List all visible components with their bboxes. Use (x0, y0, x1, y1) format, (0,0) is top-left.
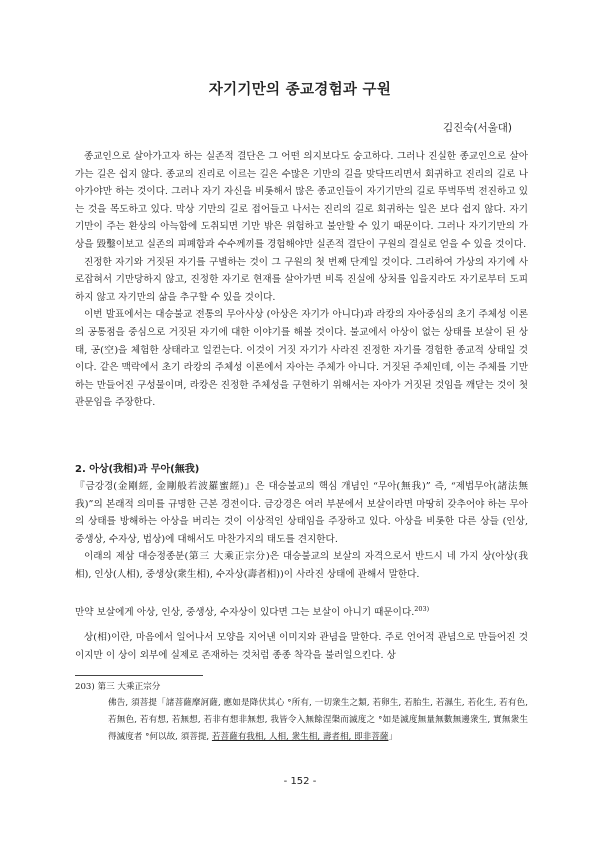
paragraph-2: 진정한 자기와 거짓된 자기를 구별하는 것이 그 구원의 첫 번째 단계일 것이다. 그리하여 가상의 자기에 사로잡혀서 기만당하지 않고, 진정한 자기로 현재를 살아가면 비록 진실에 상처를 입을지라도 자기로부터 도피하지 않고 자기만의 삶을 추구할 수 있을 것이다. (75, 256, 528, 303)
paragraph-5: 이래의 제삼 대승정종분(第三 大乘正宗分)은 대승불교의 보살의 자격으로서 반드시 네 가지 상(아상(我相), 인상(人相), 중생상(衆生相), 수자상(壽者相))이 사라진 상태에 관해서 말한다. (75, 551, 528, 580)
intro-section (75, 148, 528, 412)
block-quote (75, 601, 528, 621)
paper-title: 자기기만의 종교경험과 구원 (208, 82, 392, 98)
footnote-end-text: 」 (388, 732, 398, 742)
paragraph-3: 이번 발표에서는 대승불교 전통의 무아사상 (아상은 자기가 아니다)과 라캉의 자아중심의 초기 주체성 이론의 공통점을 중심으로 거짓된 자기에 대한 이야기를 해볼 것이다. 불교에서 아상이 없는 상태를 보살이 된 상태, 공(空)을 체험한 상태라고 일컫는다. 이것이 거짓 자기가 사라진 진정한 자기를 경험한 종교적 상태일 것이다. 같은 맥락에서 초기 라캉의 주체성 이론에서 자아는 주체가 아니다. 거짓된 주체인데, 이는 주체를 기만하는 만들어진 구성물이며, 라캉은 진정한 주체성을 구현하기 위해서는 자아가 거짓된 것임을 깨닫는 것이 첫 관문임을 주장한다. (75, 309, 528, 409)
page-number: - 152 - (283, 776, 317, 787)
footnote-label: 203) 第三 大乘正宗分 (75, 682, 161, 692)
author-name: 김진숙(서울대) (442, 122, 512, 134)
footnote-text (108, 695, 528, 746)
footnote-divider (75, 675, 203, 676)
footnote-ref[interactable]: 203) (414, 605, 430, 613)
paragraph-4: 『금강경(金剛經, 金剛般若波羅蜜經)』은 대승불교의 핵심 개념인 “무아(無我)” 즉, “제법무아(諸法無我)”의 본래적 의미를 규명한 근본 경전이다. 금강경은 여러 부분에서 보살이라면 마땅히 갖추어야 하는 무아의 상태를 방해하는 아상을 버리는 것이 이상적인 상태임을 주장하고 있다. 아상을 비롯한 다른 상들 (인상, 중생상, 수자상, 법상)에 대해서도 마찬가지의 태도를 견지한다. (75, 481, 528, 545)
footnote-underlined-text: 若菩薩有我相, 人相, 衆生相, 壽者相, 即非菩薩 (211, 732, 389, 742)
paragraph-6: 상(相)이란, 마음에서 일어나서 모양을 지어낸 이미지와 관념을 말한다. 주로 언어적 관념으로 만들어진 것이지만 이 상이 외부에 실제로 존재하는 것처럼 종종 착각을 불러일으킨다. 상 (75, 632, 528, 661)
quote-text: 만약 보살에게 아상, 인상, 중생상, 수자상이 있다면 그는 보살이 아니기 때문이다. (75, 607, 415, 619)
section-2-body (75, 478, 528, 584)
section-heading: 2. 아상(我相)과 무아(無我) (75, 464, 200, 475)
paragraph-1: 종교인으로 살아가고자 하는 실존적 결단은 그 어떤 의지보다도 숭고하다. 그러나 진실한 종교인으로 살아가는 길은 쉽지 않다. 종교의 진리로 이르는 길은 수많은 기만의 길을 맞닥뜨리면서 회귀하고 진리의 길로 나아가야만 하는 것이다. 그러나 자기 자신을 비롯해서 많은 종교인들이 자기기만의 길로 뚜벅뚜벅 전진하고 있는 것을 목도하고 있다. 막상 기만의 길로 접어들고 나서는 진리의 길로 회귀하는 일은 보다 쉽지 않다. 자기기만이 주는 환상의 아늑함에 도취되면 기만 밖은 위험하고 불안할 수 있기 때문이다. 그러나 자기기만의 가상을 毀鑿이보고 실존의 피폐함과 수수께끼를 경험해야만 실존적 결단이 구원의 결실로 얻을 수 있을 것이다. (75, 151, 528, 250)
footnote-main-text: 佛告, 須菩提「諸菩薩摩訶薩, 應如是降伏其心 °所有, 一切衆生之類, 若卵生, 若胎生, 若濕生, 若化生, 若有色, 若無色, 若有想, 若無想, 若非有想非無想, 我皆令入無餘涅槃而滅度之 °如是滅度無量無數無邊衆生, 實無衆生得滅度者 °何以故, 須菩提, (108, 698, 528, 742)
